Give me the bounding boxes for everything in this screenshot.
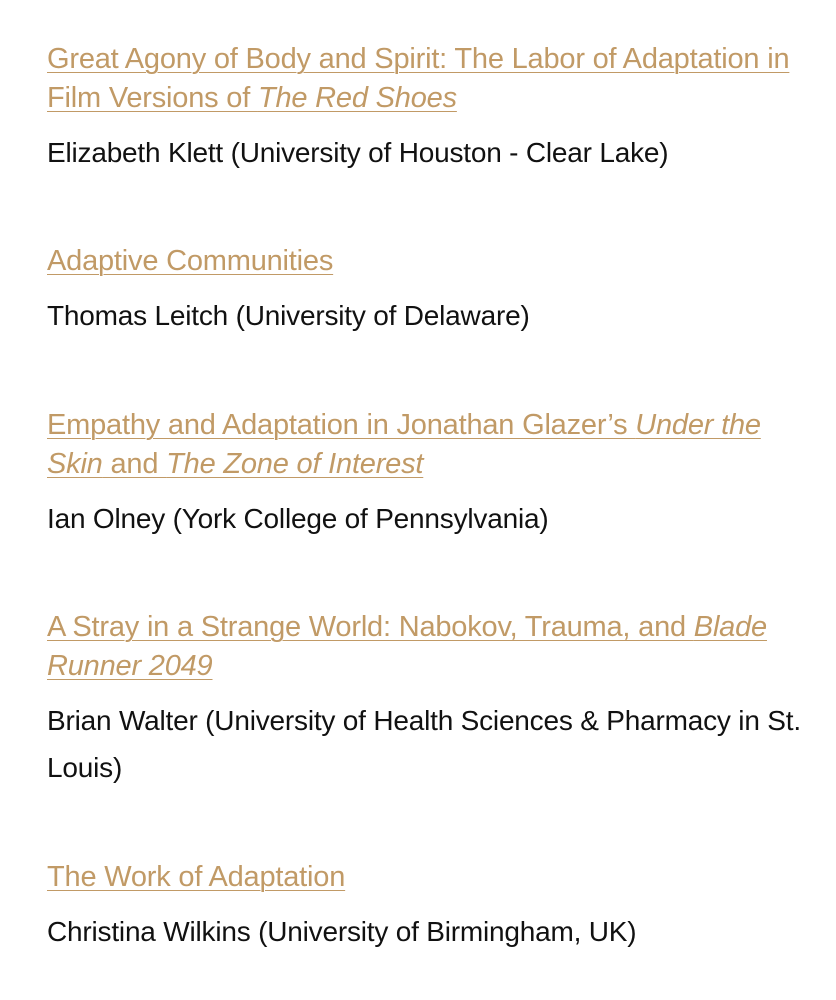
- list-item: [47, 608, 807, 791]
- list-item: [47, 858, 807, 955]
- paper-title-link[interactable]: Empathy and Adaptation in Jonathan Glazer’s Under the Skin and The Zone of Interest: [47, 409, 761, 480]
- paper-author: Christina Wilkins (University of Birmingham, UK): [47, 916, 637, 947]
- paper-title-link[interactable]: A Stray in a Strange World: Nabokov, Trauma, and Blade Runner 2049: [47, 611, 767, 682]
- paper-author: Thomas Leitch (University of Delaware): [47, 300, 530, 331]
- paper-title-link[interactable]: Adaptive Communities: [47, 245, 334, 277]
- list-item: [47, 40, 807, 176]
- list-item: [47, 406, 807, 542]
- list-item: [47, 242, 807, 339]
- paper-title-link[interactable]: Great Agony of Body and Spirit: The Labor of Adaptation in Film Versions of The Red Shoes: [47, 43, 790, 114]
- paper-author: Ian Olney (York College of Pennsylvania): [47, 503, 549, 534]
- paper-author: Elizabeth Klett (University of Houston - Clear Lake): [47, 137, 669, 168]
- paper-title-link[interactable]: The Work of Adaptation: [47, 861, 346, 893]
- paper-author: Brian Walter (University of Health Sciences & Pharmacy in St. Louis): [47, 705, 801, 783]
